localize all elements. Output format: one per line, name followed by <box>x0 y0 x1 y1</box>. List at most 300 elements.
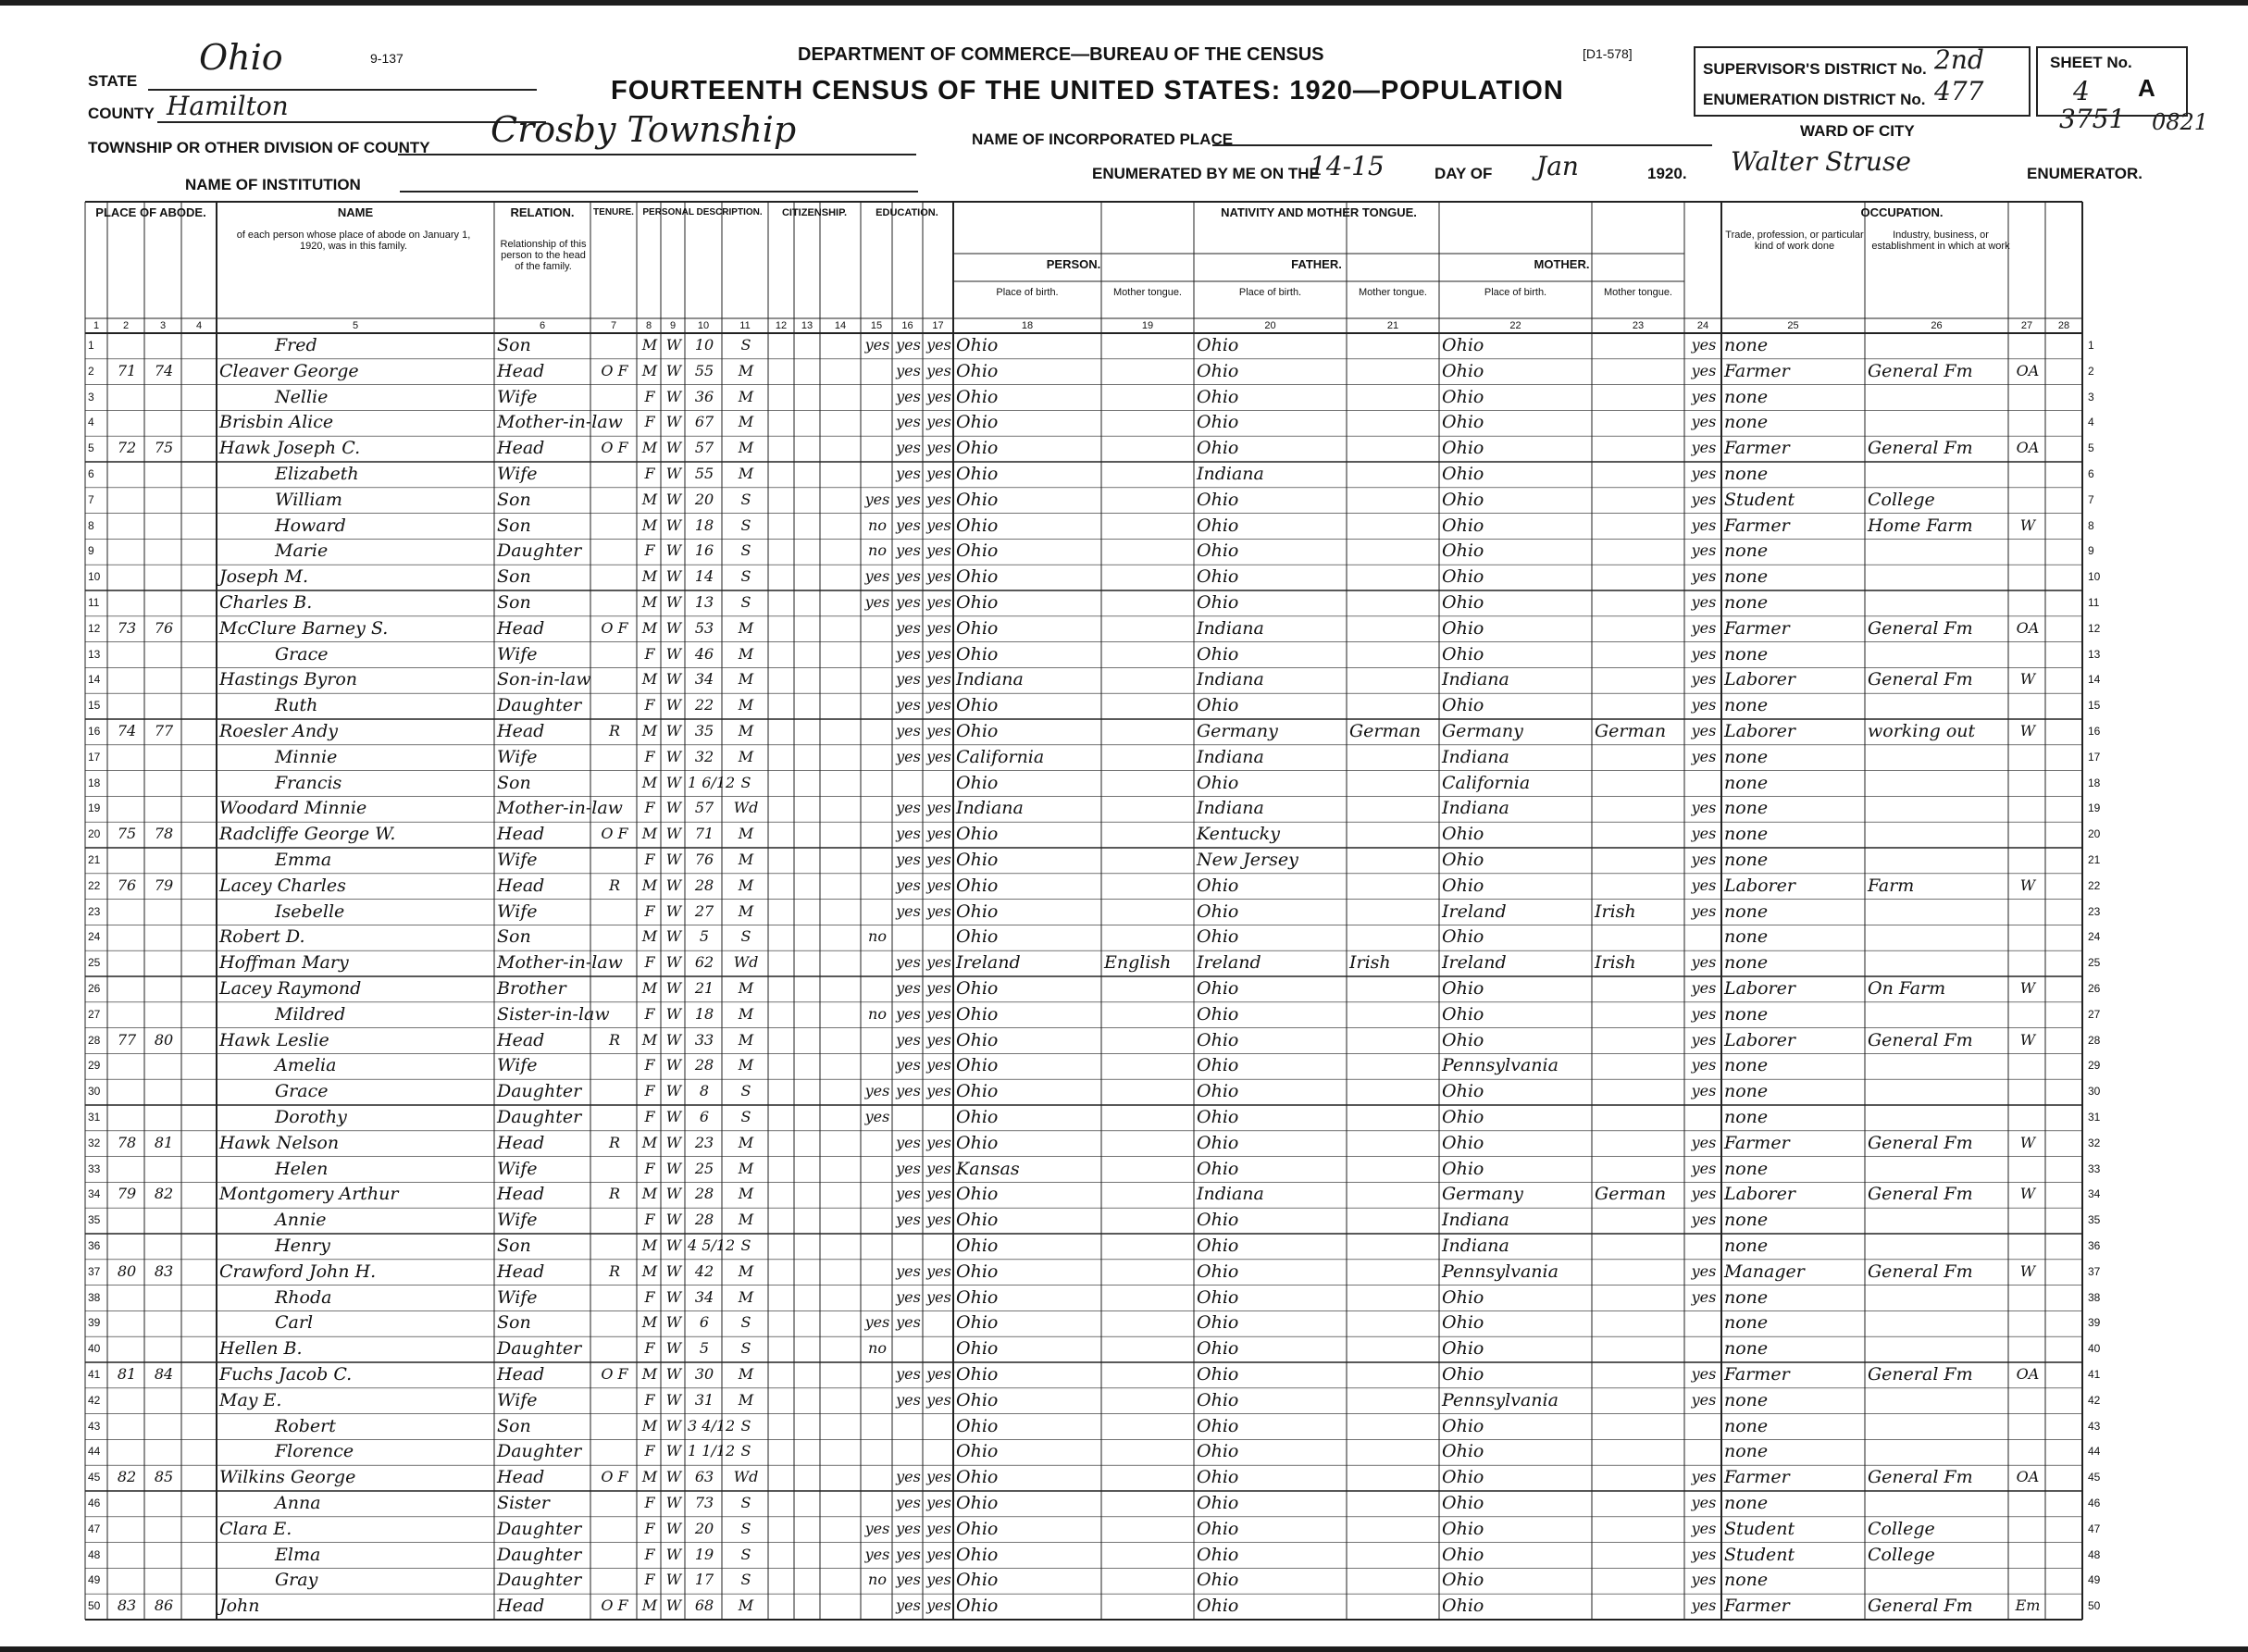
cell-race: W <box>665 1185 682 1203</box>
cell-write: yes <box>926 979 951 997</box>
cell-mother-birth: Ohio <box>1442 386 1484 407</box>
cell-trade: none <box>1724 412 1769 433</box>
cell-mother-birth: Ohio <box>1442 1338 1484 1360</box>
scan-edge-bottom <box>0 1646 2248 1652</box>
cell-age: 68 <box>694 1596 714 1615</box>
cell-sex: F <box>644 1390 655 1409</box>
cell-mother-birth: Pennsylvania <box>1442 1389 1559 1410</box>
cell-age: 28 <box>694 1056 714 1074</box>
cell-line: 30 <box>88 1085 101 1099</box>
cell-marital: S <box>740 1416 751 1435</box>
cell-father-birth: Ohio <box>1197 1364 1239 1385</box>
cell-age: 62 <box>694 953 714 972</box>
cell-school: no <box>868 927 887 946</box>
cell-mother-birth: Indiana <box>1442 746 1509 767</box>
cell-trade: Farmer <box>1724 515 1790 536</box>
cell-trade: none <box>1724 566 1769 588</box>
cell-marital: M <box>738 1159 754 1177</box>
cell-write: yes <box>926 1596 951 1615</box>
row-number-right: 31 <box>2088 1111 2101 1124</box>
cell-line: 9 <box>88 544 94 558</box>
cell-relation: Head <box>497 824 545 845</box>
column-number: 19 <box>1141 320 1154 331</box>
row-number-right: 14 <box>2088 673 2101 687</box>
cell-relation: Wife <box>497 901 538 922</box>
cell-dwelling: 78 <box>117 1133 137 1151</box>
row-number-right: 12 <box>2088 621 2101 635</box>
cell-relation: Mother-in-law <box>497 798 623 819</box>
cell-class: W <box>2019 1261 2036 1280</box>
cell-name: Hellen B. <box>219 1338 303 1360</box>
cell-sex: F <box>644 1082 655 1100</box>
cell-age: 53 <box>694 618 714 637</box>
cell-sex: F <box>644 696 655 714</box>
cell-sex: M <box>641 773 658 791</box>
sheet-letter: A <box>2138 74 2155 102</box>
head-father-birthplace: Place of birth. <box>1238 287 1302 298</box>
cell-father-birth: Ohio <box>1197 360 1239 381</box>
cell-school: yes <box>864 1519 890 1537</box>
cell-sex: M <box>641 618 658 637</box>
cell-father-birth: Ohio <box>1197 1493 1239 1513</box>
cell-age: 31 <box>694 1390 714 1409</box>
cell-race: W <box>665 773 682 791</box>
cell-race: W <box>665 465 682 482</box>
cell-race: W <box>665 1390 682 1409</box>
cell-race: W <box>665 593 682 611</box>
cell-read: yes <box>896 851 921 868</box>
cell-trade: none <box>1724 1312 1769 1334</box>
cell-birth: Ohio <box>956 1055 999 1076</box>
cell-name: Hawk Leslie <box>219 1029 329 1050</box>
cell-tenure: O F <box>601 618 628 637</box>
cell-industry: General Fm <box>1868 617 1973 639</box>
cell-write: yes <box>926 1159 951 1177</box>
cell-race: W <box>665 1519 682 1537</box>
cell-trade: none <box>1724 643 1769 665</box>
cell-sex: F <box>644 1442 655 1460</box>
cell-write: yes <box>926 851 951 868</box>
cell-relation: Head <box>497 721 545 741</box>
cell-line: 32 <box>88 1136 101 1149</box>
cell-read: yes <box>896 901 921 920</box>
cell-race: W <box>665 387 682 405</box>
cell-read: yes <box>896 1494 921 1511</box>
cell-class: W <box>2019 515 2036 534</box>
cell-industry: College <box>1868 1544 1935 1565</box>
cell-trade: Student <box>1724 489 1795 510</box>
cell-english: yes <box>1691 336 1717 354</box>
cell-read: yes <box>896 618 921 637</box>
cell-race: W <box>665 1416 682 1435</box>
cell-race: W <box>665 1339 682 1358</box>
cell-read: yes <box>896 439 921 457</box>
cell-marital: S <box>740 567 751 586</box>
cell-english: yes <box>1691 465 1717 482</box>
cell-father-birth: Ohio <box>1197 1261 1239 1282</box>
cell-marital: Wd <box>733 953 759 972</box>
cell-trade: none <box>1724 695 1769 716</box>
cell-line: 6 <box>88 467 94 480</box>
cell-father-birth: Ohio <box>1197 643 1239 665</box>
cell-race: W <box>665 336 682 354</box>
cell-english: yes <box>1691 1261 1717 1280</box>
cell-read: yes <box>896 1185 921 1203</box>
county-label: COUNTY <box>88 105 155 122</box>
cell-race: W <box>665 413 682 431</box>
cell-read: yes <box>896 876 921 894</box>
cell-line: 40 <box>88 1342 101 1356</box>
row-number-right: 34 <box>2088 1187 2101 1201</box>
cell-father-birth: Indiana <box>1197 464 1264 484</box>
cell-english: yes <box>1691 413 1717 431</box>
cell-marital: M <box>738 1365 754 1383</box>
group-mother: MOTHER. <box>1534 257 1590 271</box>
cell-sex: M <box>641 361 658 379</box>
cell-mother-birth: Ohio <box>1442 1467 1484 1488</box>
cell-sex: F <box>644 799 655 817</box>
department-title: DEPARTMENT OF COMMERCE—BUREAU OF THE CENSUS <box>798 44 1324 65</box>
cell-industry: General Fm <box>1868 1596 1973 1617</box>
cell-trade: none <box>1724 1493 1769 1513</box>
cell-age: 28 <box>694 1185 714 1203</box>
relation-description: Relationship of this person to the head of the family. <box>500 239 587 272</box>
row-number-right: 8 <box>2088 518 2094 532</box>
cell-english: yes <box>1691 593 1717 611</box>
cell-line: 34 <box>88 1187 101 1201</box>
cell-english: yes <box>1691 490 1717 508</box>
cell-family: 80 <box>154 1030 174 1049</box>
cell-name: Carl <box>275 1312 314 1334</box>
group-person: PERSON. <box>1046 257 1101 271</box>
cell-marital: S <box>740 1494 751 1511</box>
township-label: TOWNSHIP OR OTHER DIVISION OF COUNTY <box>88 139 430 156</box>
row-number-right: 30 <box>2088 1085 2101 1099</box>
cell-trade: Laborer <box>1724 1029 1795 1050</box>
cell-family: 77 <box>154 722 174 739</box>
cell-mother-birth: Germany <box>1442 1184 1523 1205</box>
cell-age: 32 <box>694 747 714 765</box>
cell-read: yes <box>896 644 921 663</box>
cell-birth: Ohio <box>956 592 999 613</box>
cell-trade: none <box>1724 901 1769 922</box>
cell-father-birth: Ohio <box>1197 772 1239 793</box>
cell-birth: Ohio <box>956 1029 999 1050</box>
cell-age: 57 <box>694 799 714 817</box>
cell-father-birth: Ohio <box>1197 1544 1239 1565</box>
cell-line: 26 <box>88 982 101 995</box>
head-trade: Trade, profession, or particular kind of work done <box>1725 230 1864 252</box>
cell-name: Annie <box>275 1210 327 1231</box>
cell-industry: General Fm <box>1868 1261 1973 1282</box>
cell-father-tongue: Irish <box>1349 952 1391 974</box>
cell-name: Howard <box>275 515 346 536</box>
cell-name: Robert <box>275 1415 336 1436</box>
cell-birth: Ohio <box>956 1389 999 1410</box>
cell-marital: M <box>738 901 754 920</box>
cell-name: Ruth <box>275 695 318 716</box>
cell-relation: Mother-in-law <box>497 412 623 433</box>
cell-tenure: R <box>608 876 621 894</box>
cell-sex: M <box>641 1365 658 1383</box>
cell-marital: M <box>738 876 754 894</box>
cell-school: no <box>868 1339 887 1358</box>
cell-age: 19 <box>694 1545 714 1563</box>
cell-marital: S <box>740 593 751 611</box>
cell-industry: College <box>1868 489 1935 510</box>
cell-mother-tongue: Irish <box>1595 952 1636 974</box>
cell-birth: Kansas <box>956 1158 1020 1179</box>
cell-read: yes <box>896 1211 921 1229</box>
cell-relation: Son <box>497 566 531 588</box>
column-number: 8 <box>645 320 652 331</box>
cell-read: yes <box>896 1468 921 1486</box>
cell-birth: Ohio <box>956 643 999 665</box>
cell-relation: Daughter <box>497 1107 582 1127</box>
row-number-right: 37 <box>2088 1264 2101 1278</box>
cell-marital: S <box>740 541 751 560</box>
cell-father-birth: Germany <box>1197 721 1278 741</box>
cell-trade: Farmer <box>1724 360 1790 381</box>
cell-relation: Son-in-law <box>497 669 591 690</box>
cell-english: yes <box>1691 1030 1717 1049</box>
cell-birth: Ohio <box>956 1132 999 1153</box>
cell-line: 8 <box>88 518 94 532</box>
cell-write: yes <box>926 1185 951 1203</box>
cell-birth: Ireland <box>956 952 1021 974</box>
cell-race: W <box>665 567 682 586</box>
row-number-right: 18 <box>2088 776 2101 789</box>
cell-relation: Head <box>497 1364 545 1385</box>
cell-line: 20 <box>88 827 101 841</box>
cell-name: Isebelle <box>275 901 345 922</box>
cell-english: yes <box>1691 851 1717 868</box>
column-number: 10 <box>697 320 710 331</box>
cell-read: yes <box>896 825 921 843</box>
cell-father-birth: Ohio <box>1197 1467 1239 1488</box>
cell-race: W <box>665 1108 682 1125</box>
cell-sex: M <box>641 490 658 508</box>
column-number: 18 <box>1021 320 1034 331</box>
cell-english: yes <box>1691 515 1717 534</box>
cell-age: 73 <box>694 1494 714 1511</box>
cell-marital: S <box>740 336 751 354</box>
month-value: Jan <box>1536 151 1579 181</box>
cell-relation: Head <box>497 1029 545 1050</box>
cell-write: yes <box>926 670 951 689</box>
cell-marital: M <box>738 1004 754 1023</box>
cell-birth: Ohio <box>956 1544 999 1565</box>
cell-sex: F <box>644 1339 655 1358</box>
cell-father-birth: Ohio <box>1197 335 1239 355</box>
row-number-right: 38 <box>2088 1290 2101 1304</box>
cell-relation: Son <box>497 1236 531 1256</box>
cell-mother-birth: Ohio <box>1442 1544 1484 1565</box>
cell-race: W <box>665 1159 682 1177</box>
cell-trade: none <box>1724 1415 1769 1436</box>
cell-sex: M <box>641 876 658 894</box>
cell-trade: Laborer <box>1724 669 1795 690</box>
cell-father-birth: Ohio <box>1197 1210 1239 1231</box>
group-abode: PLACE OF ABODE. <box>95 205 206 219</box>
place-line <box>1212 144 1712 146</box>
cell-dwelling: 81 <box>117 1365 137 1383</box>
cell-race: W <box>665 1442 682 1460</box>
state-value: Ohio <box>199 37 283 78</box>
cell-mother-birth: Ohio <box>1442 1596 1484 1617</box>
cell-name: McClure Barney S. <box>219 617 389 639</box>
cell-sex: F <box>644 747 655 765</box>
cell-sex: F <box>644 1159 655 1177</box>
cell-sex: M <box>641 336 658 354</box>
group-father: FATHER. <box>1291 257 1342 271</box>
cell-class: W <box>2019 876 2036 894</box>
cell-race: W <box>665 1545 682 1563</box>
cell-sex: F <box>644 465 655 482</box>
cell-class: W <box>2019 722 2036 739</box>
sheet-value: 4 <box>2073 76 2090 106</box>
cell-birth: Ohio <box>956 1236 999 1256</box>
cell-line: 17 <box>88 750 101 764</box>
cell-race: W <box>665 953 682 972</box>
cell-marital: S <box>740 1442 751 1460</box>
cell-birth: Ohio <box>956 1286 999 1308</box>
cell-age: 55 <box>694 361 714 379</box>
cell-tongue: English <box>1104 952 1172 974</box>
cell-relation: Head <box>497 875 545 896</box>
cell-write: yes <box>926 361 951 379</box>
cell-marital: S <box>740 1545 751 1563</box>
cell-sex: F <box>644 1519 655 1537</box>
cell-age: 23 <box>694 1133 714 1151</box>
cell-trade: none <box>1724 952 1769 974</box>
cell-write: yes <box>926 1468 951 1486</box>
column-number: 25 <box>1787 320 1799 331</box>
cell-read: yes <box>896 567 921 586</box>
cell-line: 27 <box>88 1007 101 1021</box>
row-number-right: 16 <box>2088 725 2101 738</box>
institution-line <box>400 191 918 193</box>
cell-name: Emma <box>275 850 332 870</box>
cell-relation: Daughter <box>497 1338 582 1360</box>
cell-write: yes <box>926 1365 951 1383</box>
cell-name: Hawk Joseph C. <box>219 438 361 459</box>
cell-read: yes <box>896 1004 921 1023</box>
cell-write: yes <box>926 876 951 894</box>
cell-age: 14 <box>694 567 714 586</box>
cell-read: yes <box>896 1030 921 1049</box>
cell-father-birth: Ohio <box>1197 1055 1239 1076</box>
row-number-right: 2 <box>2088 364 2094 378</box>
cell-father-birth: Ohio <box>1197 695 1239 716</box>
cell-father-birth: Indiana <box>1197 798 1264 819</box>
cell-mother-birth: Ohio <box>1442 360 1484 381</box>
cell-age: 35 <box>694 722 714 739</box>
row-number-right: 35 <box>2088 1213 2101 1227</box>
cell-english: yes <box>1691 1159 1717 1177</box>
row-number-right: 40 <box>2088 1342 2101 1356</box>
cell-read: yes <box>896 1261 921 1280</box>
institution-label: NAME OF INSTITUTION <box>185 176 361 193</box>
cell-birth: Ohio <box>956 1338 999 1360</box>
cell-age: 16 <box>694 541 714 560</box>
year-value: 1920. <box>1647 165 1687 182</box>
cell-write: yes <box>926 1519 951 1537</box>
cell-sex: F <box>644 901 655 920</box>
cell-english: yes <box>1691 361 1717 379</box>
cell-age: 1 6/12 <box>688 773 736 791</box>
cell-sex: F <box>644 387 655 405</box>
cell-school: no <box>868 1571 887 1589</box>
cell-father-birth: Ohio <box>1197 1029 1239 1050</box>
cell-age: 46 <box>694 644 714 663</box>
cell-relation: Daughter <box>497 695 582 716</box>
cell-birth: Ohio <box>956 1261 999 1282</box>
cell-mother-birth: Ohio <box>1442 926 1484 948</box>
cell-dwelling: 82 <box>117 1468 137 1486</box>
cell-trade: none <box>1724 1286 1769 1308</box>
group-personal: PERSONAL DESCRIPTION. <box>642 207 763 217</box>
head-tongue: Mother tongue. <box>1113 287 1182 298</box>
cell-trade: Laborer <box>1724 978 1795 999</box>
cell-age: 30 <box>694 1365 714 1383</box>
cell-industry: General Fm <box>1868 360 1973 381</box>
cell-relation: Daughter <box>497 1441 582 1462</box>
cell-line: 43 <box>88 1419 101 1433</box>
cell-name: Francis <box>275 772 342 793</box>
cell-relation: Daughter <box>497 1518 582 1539</box>
cell-marital: M <box>738 439 754 457</box>
cell-school: yes <box>864 593 890 611</box>
cell-sex: M <box>641 1596 658 1615</box>
sheet-label: SHEET No. <box>2050 54 2132 71</box>
cell-class: Em <box>2015 1596 2041 1615</box>
cell-read: yes <box>896 1056 921 1074</box>
cell-name: Joseph M. <box>219 566 308 588</box>
cell-school: yes <box>864 336 890 354</box>
cell-marital: M <box>738 979 754 997</box>
column-number: 14 <box>834 320 847 331</box>
cell-birth: Ohio <box>956 1518 999 1539</box>
cell-age: 6 <box>699 1108 710 1125</box>
cell-write: yes <box>926 541 951 560</box>
cell-age: 25 <box>694 1159 714 1177</box>
group-name: NAME <box>337 205 374 219</box>
cell-relation: Head <box>497 1596 545 1617</box>
cell-birth: Ohio <box>956 464 999 484</box>
cell-write: yes <box>926 413 951 431</box>
row-number-right: 47 <box>2088 1522 2101 1535</box>
cell-race: W <box>665 1468 682 1486</box>
cell-line: 24 <box>88 930 101 944</box>
cell-age: 17 <box>694 1571 714 1589</box>
cell-trade: none <box>1724 1081 1769 1102</box>
cell-mother-birth: Indiana <box>1442 1210 1509 1231</box>
row-number-right: 41 <box>2088 1368 2101 1381</box>
cell-marital: S <box>740 773 751 791</box>
cell-mother-birth: Indiana <box>1442 1236 1509 1256</box>
cell-write: yes <box>926 1082 951 1100</box>
column-number: 4 <box>195 320 203 331</box>
cell-mother-birth: Ohio <box>1442 978 1484 999</box>
cell-name: Cleaver George <box>219 360 359 381</box>
cell-name: Lacey Charles <box>219 875 346 896</box>
cell-name: Charles B. <box>219 592 313 613</box>
cell-english: yes <box>1691 1365 1717 1383</box>
cell-industry: Farm <box>1868 875 1915 896</box>
cell-relation: Wife <box>497 386 538 407</box>
cell-class: W <box>2019 1133 2036 1151</box>
